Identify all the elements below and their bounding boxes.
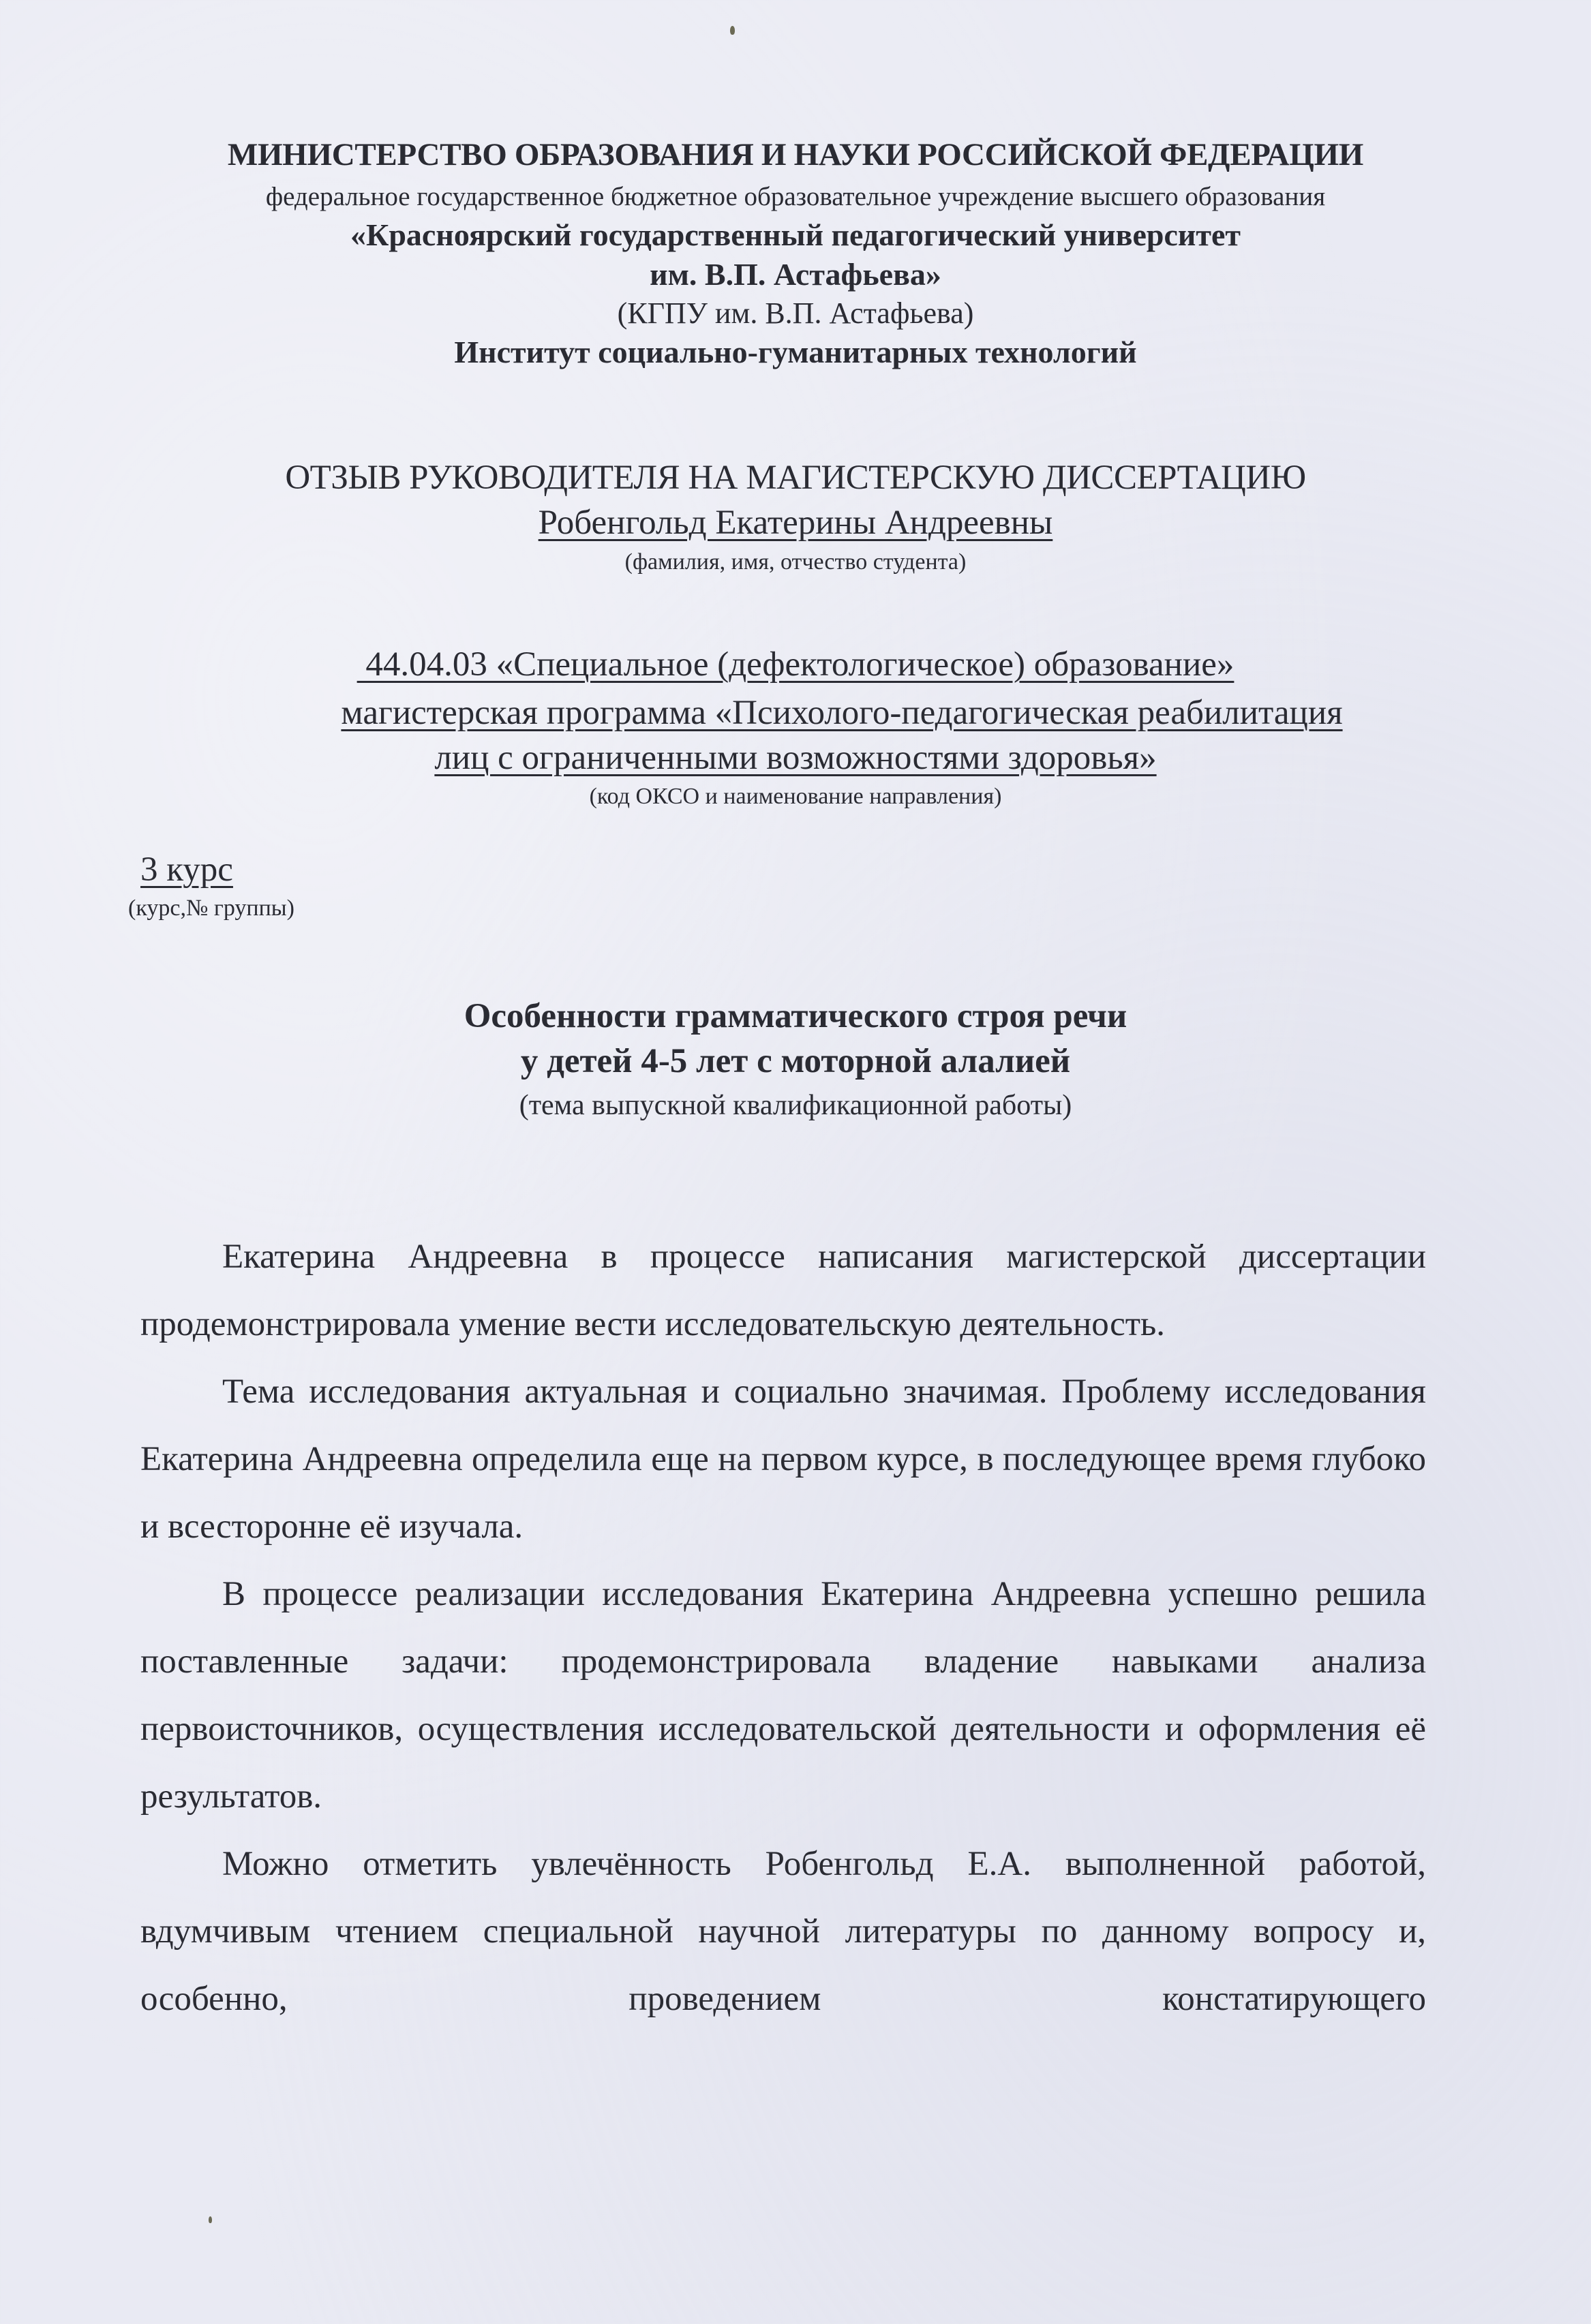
review-body [140,1223,1426,2033]
thesis-topic-line2: у детей 4-5 лет с моторной алалией [520,1042,1071,1080]
university-abbreviation: (КГПУ им. В.П. Астафьева) [617,296,974,330]
program-line-2 [46,693,1591,733]
body-paragraph: Тема исследования актуальная и социально значимая. Проблему исследования Екатерина Андреевна определила еще на первом курсе, в последующее время глубоко и всесторонне её изучала. [140,1373,1426,1546]
student-name: Робенгольд Екатерины Андреевны [538,504,1053,542]
institute-name: Институт социально-гуманитарных технологий [454,335,1137,369]
student-name-caption: (фамилия, имя, отчество студента) [624,549,967,575]
review-title: ОТЗЫВ РУКОВОДИТЕЛЯ НА МАГИСТЕРСКУЮ ДИССЕРТАЦИЮ [285,459,1306,497]
body-paragraph: Можно отметить увлечённость Робенгольд Е.А. выполненной работой, вдумчивым чтением специальной научной литературы по данному вопросу и, особенно, проведением констатирующего [140,1845,1426,2018]
thesis-topic-line1: Особенности грамматического строя речи [464,997,1127,1035]
paper-speck [209,2216,212,2223]
course-line [140,850,233,889]
student-name-line [0,503,1591,542]
program-line-3 [0,738,1591,778]
ministry-heading: МИНИСТЕРСТВО ОБРАЗОВАНИЯ И НАУКИ РОССИЙСКОЙ ФЕДЕРАЦИИ [227,137,1364,172]
program-caption: (код ОКСО и наименование направления) [589,784,1002,809]
university-name-line2: им. В.П. Астафьева» [650,257,941,292]
thesis-topic-caption: (тема выпускной квалификационной работы) [519,1090,1072,1121]
program-code-name: 44.04.03 «Специальное (дефектологическое) образование» [357,645,1234,684]
program-line-1 [0,645,1591,684]
institution-type: федеральное государственное бюджетное образовательное учреждение высшего образования [265,182,1326,211]
master-program-name-cont: лиц с ограниченными возможностями здоровья» [434,739,1157,777]
course-caption: (курс,№ группы) [128,896,294,921]
course-value: 3 курс [140,851,233,889]
university-name-line1: «Красноярский государственный педагогический университет [350,217,1241,252]
master-program-name: магистерская программа «Психолого-педагогическая реабилитация [341,694,1343,732]
paper-speck [730,26,735,35]
body-paragraph: В процессе реализации исследования Екатерина Андреевна успешно решила поставленные задачи: продемонстрировала владение навыками анализа первоисточников, осуществления исследовательской деятельности и оформления её результатов. [140,1575,1426,1816]
body-paragraph: Екатерина Андреевна в процессе написания магистерской диссертации продемонстрировала умение вести исследовательскую деятельность. [140,1238,1426,1343]
